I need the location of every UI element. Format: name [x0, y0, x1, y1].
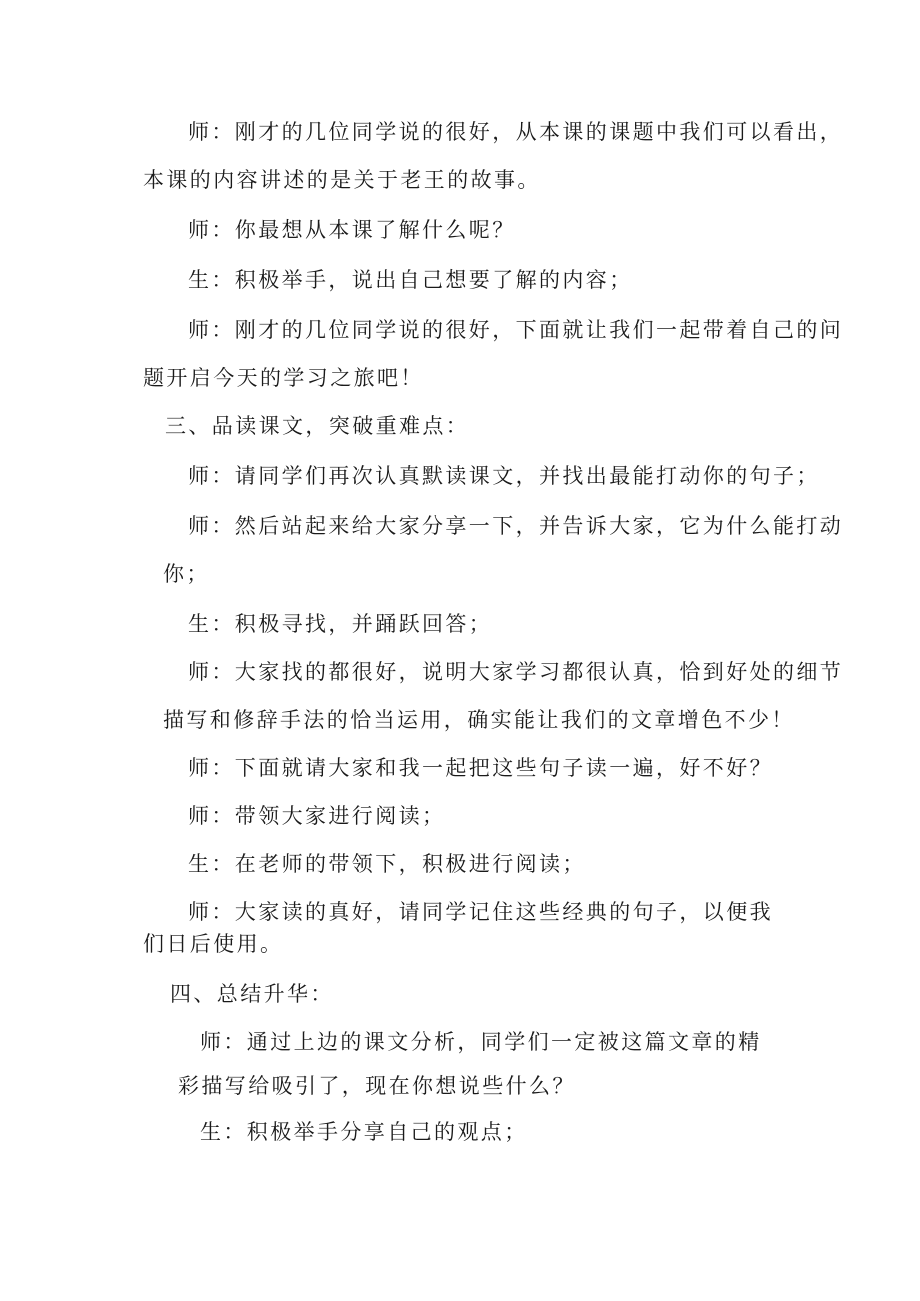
paragraph-line: 生：积极举手分享自己的观点；	[200, 1120, 528, 1144]
paragraph-line: 你；	[163, 562, 210, 586]
paragraph-line: 彩描写给吸引了，现在你想说些什么？	[178, 1074, 576, 1098]
paragraph-line: 师：大家读的真好，请同学记住这些经典的句子，以便我	[188, 900, 773, 924]
paragraph-line: 师：大家找的都很好，说明大家学习都很认真，恰到好处的细节	[188, 660, 844, 684]
paragraph-line: 师：刚才的几位同学说的很好，下面就让我们一起带着自己的问	[188, 318, 844, 342]
paragraph-line: 师：带领大家进行阅读；	[188, 804, 446, 828]
paragraph-line: 师：刚才的几位同学说的很好，从本课的课题中我们可以看出，	[188, 120, 844, 144]
paragraph-line: 生：在老师的带领下，积极进行阅读；	[188, 852, 586, 876]
paragraph-line: 本课的内容讲述的是关于老王的故事。	[143, 168, 541, 192]
paragraph-line: 师：下面就请大家和我一起把这些句子读一遍，好不好？	[188, 756, 773, 780]
paragraph-line: 们日后使用。	[143, 932, 284, 956]
section-heading: 三、品读课文，突破重难点：	[165, 414, 470, 438]
paragraph-line: 师：你最想从本课了解什么呢？	[188, 218, 516, 242]
paragraph-line: 生：积极寻找，并踊跃回答；	[188, 612, 493, 636]
paragraph-line: 生：积极举手，说出自己想要了解的内容；	[188, 268, 633, 292]
paragraph-line: 师：请同学们再次认真默读课文，并找出最能打动你的句子；	[188, 464, 820, 488]
paragraph-line: 描写和修辞手法的恰当运用，确实能让我们的文章增色不少！	[163, 708, 795, 732]
paragraph-line: 师：通过上边的课文分析，同学们一定被这篇文章的精	[200, 1030, 762, 1054]
paragraph-line: 题开启今天的学习之旅吧！	[143, 366, 424, 390]
paragraph-line: 师：然后站起来给大家分享一下，并告诉大家，它为什么能打动	[188, 514, 844, 538]
section-heading: 四、总结升华：	[170, 982, 334, 1006]
